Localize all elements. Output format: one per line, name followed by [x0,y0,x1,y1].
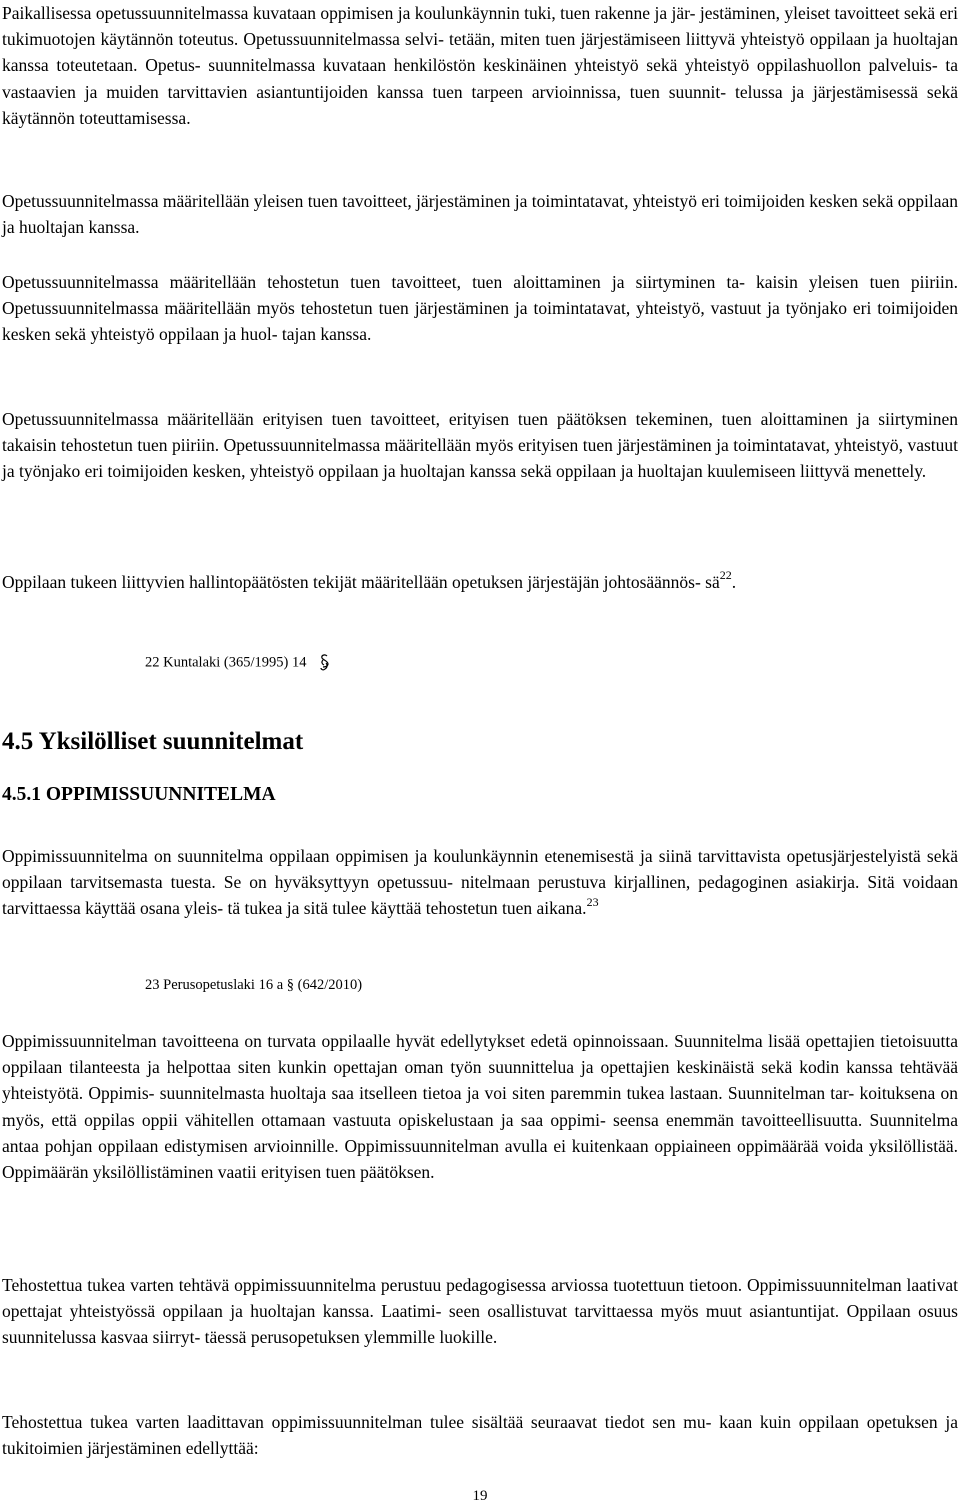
paragraph-tuki-kuvaus [2,0,958,131]
paragraph-hallintopaatokset [2,569,958,595]
paragraph-sisalto [2,1409,958,1461]
footnote-text: 23 Perusopetuslaki 16 a § (642/2010) [145,977,363,993]
paragraph-text: Opetussuunnitelmassa määritellään erityisen tuen tavoitteet, erityisen tuen päätöksen tekeminen, tuen aloittaminen ja siirtyminen takaisin tehostetun tuen piiriin. Opetussuunnitelmassa määritellään myös erityisen tuen järjestäminen ja toimintatavat, yhteistyö, vastuut ja työnjako eri toimijoiden kesken, yhteistyö oppilaan ja huoltajan kanssa sekä oppilaan ja huoltajan kuulemiseen liittyvä menettely. [2,409,958,482]
paragraph-text: Opetussuunnitelmassa määritellään tehostetun tuen tavoitteet, tuen aloittaminen ja siirtyminen ta- kaisin yleisen tuen piiriin. Opetussuunnitelmassa määritellään myös tehostetun tuen järjestäminen ja toimintatavat, yhteistyö, vastuut ja työnjako eri toimijoiden kesken sekä yhteistyö oppilaan ja huol- tajan kanssa. [2,272,958,345]
footnote-reference-23: 23 [586,894,599,909]
subsection-heading-4-5-1: 4.5.1 OPPIMISSUUNNITELMA [2,784,276,805]
paragraph-text: Oppilaan tukeen liittyvien hallintopäätösten tekijät määritellään opetuksen järjestäjän johtosäännös- sä [2,572,720,592]
section-sign-glyph [320,653,330,673]
paragraph-yleinen-tuki [2,188,958,240]
footnote-text: 22 Kuntalaki (365/1995) 14 [145,654,307,671]
page-number: 19 [472,1488,488,1504]
paragraph-text: Paikallisessa opetussuunnitelmassa kuvataan oppimisen ja koulunkäynnin tuki, tuen rakenne ja jär- jestäminen, yleiset tavoitteet sekä eri tukimuotojen käytännön toteutus. Opetussuunnitelmassa selvi- tetään, miten tuen järjestämiseen liittyvä yhteistyö oppilaan ja huoltajan kanssa toteutetaan. Opetus- suunnitelmassa kuvataan henkilöstön keskinäinen yhteistyö sekä yhteistyö oppilashuollon palveluis- ta vastaavien ja muiden tarvittavien asiantuntijoiden kanssa tuen tarpeen arvioinnissa, tuen suunnit- telussa ja järjestämisessä sekä käytännön toteuttamisessa. [2,3,958,128]
section-sign-icon [320,653,338,673]
paragraph-text: Oppimissuunnitelman tavoitteena on turvata oppilaalle hyvät edellytykset edetä opinnoissaan. Suunnitelma lisää opettajien tietoisuutta oppilaan tilanteesta ja helpottaa siten kunkin opettajan oman työn suunnittelua ja opettajien keskinäistä sekä kodin kanssa tehtävää yhteistyötä. Oppimis- suunnitelmasta huoltaja saa itselleen tietoa ja voi siten paremmin tukea lastaan. Suunnitelman tar- koituksena on myös, että oppilas oppii vähitellen ottamaan vastuuta opiskelustaan ja saa oppimi- seensa enemmän tavoitteellisuutta. Suunnitelma antaa pohjan oppilaan edistymisen arvioinnille. Oppimissuunnitelman avulla ei kuitenkaan oppiaineen oppimäärää voida yksilöllistää. Oppimäärän yksilöllistäminen vaatii erityisen tuen päätöksen. [2,1031,958,1183]
footnote-23 [145,976,362,994]
footnote-22 [145,653,338,673]
paragraph-oppimissuunnitelma-tavoite [2,1028,958,1185]
paragraph-erityinen-tuki [2,406,958,485]
paragraph-text: Opetussuunnitelmassa määritellään yleisen tuen tavoitteet, järjestäminen ja toimintatavat, yhteistyö eri toimijoiden kesken sekä oppilaan ja huoltajan kanssa. [2,191,958,238]
paragraph-tehostettu-oppimissuunnitelma [2,1272,958,1351]
paragraph-text: Oppimissuunnitelma on suunnitelma oppilaan oppimisen ja koulunkäynnin etenemisestä ja siinä tarvittavista opetusjärjestelyistä sekä oppilaan tarvitsemasta tuesta. Se on hyväksyttyyn opetussuu- nitelmaan perustuva kirjallinen, pedagoginen asiakirja. Sitä voidaan tarvittaessa käyttää osana yleis- tä tukea ja sitä tulee käyttää tehostetun tuen aikana. [2,846,958,919]
paragraph-end-punctuation: . [731,572,737,592]
paragraph-tehostettu-tuki [2,269,958,348]
footnote-reference-22: 22 [719,568,732,583]
paragraph-text: Tehostettua tukea varten tehtävä oppimissuunnitelma perustuu pedagogisessa arviossa tuotettuun tietoon. Oppimissuunnitelman laativat opettajat yhteistyössä oppilaan ja huoltajan kanssa. Laatimi- seen osallistuvat tarvittaessa myös muut asiantuntijat. Oppilaan osuus suunnitelussa kasvaa siirryt- täessä perusopetuksen ylemmille luokille. [2,1275,958,1348]
paragraph-oppimissuunnitelma-maaritelma [2,843,958,922]
paragraph-text: Tehostettua tukea varten laadittavan oppimissuunnitelman tulee sisältää seuraavat tiedot sen mu- kaan kuin oppilaan opetuksen ja tukitoimien järjestäminen edellyttää: [2,1412,958,1459]
section-heading-4-5: 4.5 Yksilölliset suunnitelmat [2,728,304,755]
